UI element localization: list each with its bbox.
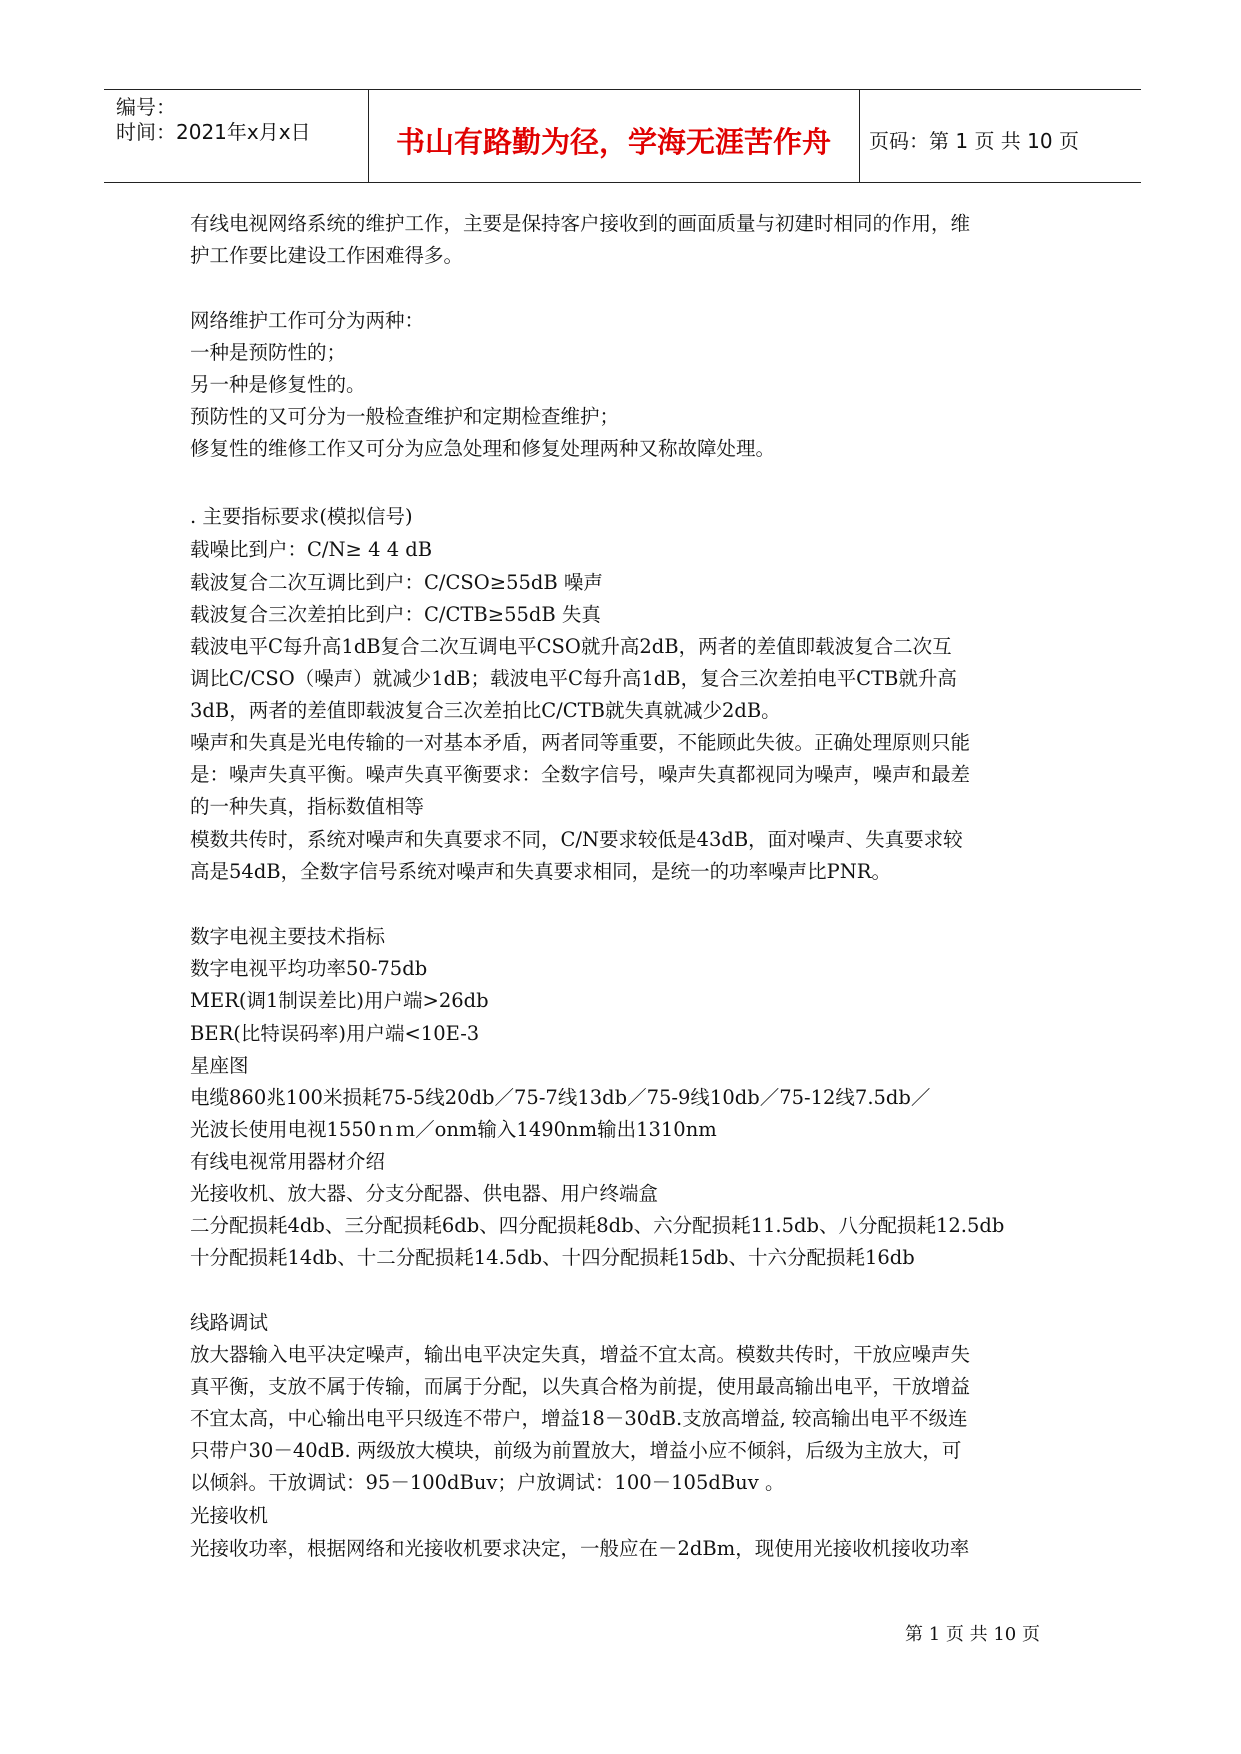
body-line: 的一种失真，指标数值相等 [190,795,425,818]
body-line: 光波长使用电视1550ｎｍ／onm输入1490nm输出1310nm [190,1118,717,1141]
page-footer: 第 1 页 共 10 页 [905,1624,1040,1645]
body-line: 噪声和失真是光电传输的一对基本矛盾，两者同等重要，不能顾此失彼。正确处理原则只能 [190,731,971,754]
header-right-cell [859,90,1141,182]
body-line: 光接收机 [190,1504,269,1527]
time-label: 时间：2021年x月x日 [116,120,311,144]
body-line: MER(调1制误差比)用户端>26db [190,989,489,1012]
body-line: 护工作要比建设工作困难得多。 [190,244,464,267]
body-line: 只带户30－40dB. 两级放大模块，前级为前置放大，增益小应不倾斜，后级为主放大，可 [190,1439,962,1462]
document-header [104,89,1141,183]
body-line: 调比C/CSO（噪声）就减少1dB；载波电平C每升高1dB，复合三次差拍电平CTB就升高 [190,667,957,690]
body-line: BER(比特误码率)用户端<10E-3 [190,1022,480,1045]
body-line: 放大器输入电平决定噪声，输出电平决定失真，增益不宜太高。模数共传时，干放应噪声失 [190,1343,971,1366]
body-line: 有线电视网络系统的维护工作，主要是保持客户接收到的画面质量与初建时相同的作用，维 [190,212,971,235]
body-line: 载噪比到户：C/N≥ 4 4 dB [190,538,433,561]
body-line: 数字电视主要技术指标 [190,925,386,948]
header-left-cell [104,90,369,182]
body-line: 真平衡，支放不属于传输，而属于分配，以失真合格为前提，使用最高输出电平，干放增益 [190,1375,971,1398]
body-line: 数字电视平均功率50-75db [190,957,428,980]
body-line: 线路调试 [190,1311,269,1334]
body-line: . 主要指标要求(模拟信号) [190,505,413,528]
body-line: 十分配损耗14db、十二分配损耗14.5db、十四分配损耗15db、十六分配损耗16db [190,1246,915,1269]
body-line: 星座图 [190,1054,249,1077]
header-middle-cell [368,90,860,182]
body-line: 另一种是修复性的。 [190,373,366,396]
body-line: 预防性的又可分为一般检查维护和定期检查维护； [190,405,620,428]
body-line: 光接收机、放大器、分支分配器、供电器、用户终端盒 [190,1182,659,1205]
body-line: 载波电平C每升高1dB复合二次互调电平CSO就升高2dB，两者的差值即载波复合二次互 [190,635,952,658]
body-line: 模数共传时，系统对噪声和失真要求不同，C/N要求较低是43dB，面对噪声、失真要求较 [190,828,963,851]
body-line: 是：噪声失真平衡。噪声失真平衡要求：全数字信号，噪声失真都视同为噪声，噪声和最差 [190,763,971,786]
body-line: 网络维护工作可分为两种： [190,309,425,332]
body-line: 一种是预防性的； [190,341,347,364]
body-line: 载波复合三次差拍比到户：C/CTB≥55dB 失真 [190,603,601,626]
body-line: 不宜太高，中心输出电平只级连不带户，增益18－30dB.支放高增益, 较高输出电平不级连 [190,1407,968,1430]
motto-text: 书山有路勤为径，学海无涯苦作舟 [395,125,831,159]
body-line: 修复性的维修工作又可分为应急处理和修复处理两种又称故障处理。 [190,437,776,460]
body-line: 有线电视常用器材介绍 [190,1150,386,1173]
body-line: 高是54dB，全数字信号系统对噪声和失真要求相同，是统一的功率噪声比PNR。 [190,860,891,883]
body-line: 载波复合二次互调比到户：C/CSO≥55dB 噪声 [190,571,603,594]
number-label: 编号： [116,95,176,119]
body-line: 光接收功率，根据网络和光接收机要求决定，一般应在－2dBm，现使用光接收机接收功率 [190,1537,970,1560]
body-line: 二分配损耗4db、三分配损耗6db、四分配损耗8db、六分配损耗11.5db、八分配损耗12.5db [190,1214,1005,1237]
page-code: 页码：第 1 页 共 10 页 [869,129,1079,153]
body-line: 以倾斜。干放调试：95－100dBuv；户放调试：100－105dBuv 。 [190,1471,785,1494]
body-line: 电缆860兆100米损耗75-5线20db／75-7线13db／75-9线10db／75-12线7.5db／ [190,1086,931,1109]
body-line: 3dB，两者的差值即载波复合三次差拍比C/CTB就失真就减少2dB。 [190,699,781,722]
